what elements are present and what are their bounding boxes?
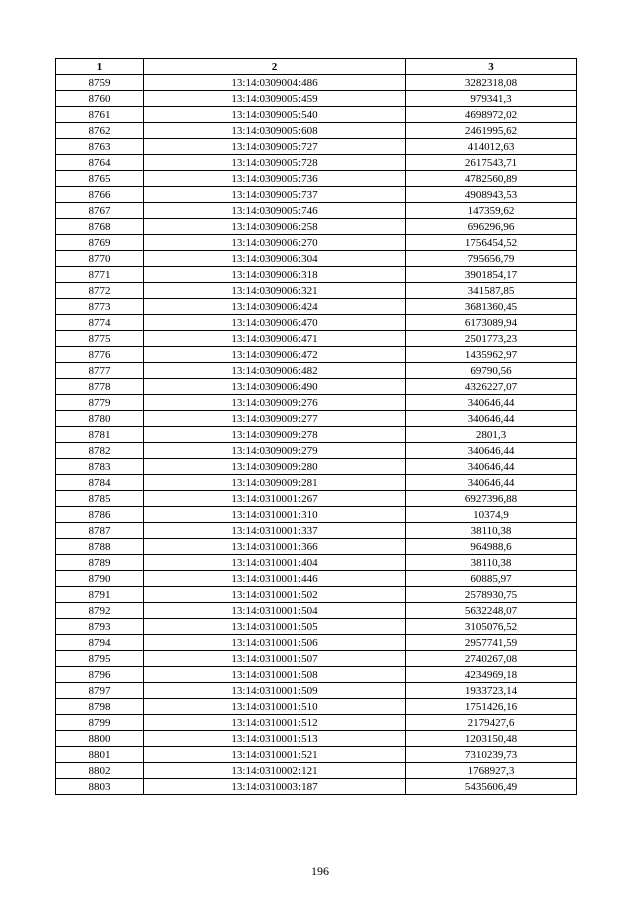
cadastral-number-cell: 13:14:0309006:318: [144, 267, 406, 283]
table-row: [56, 187, 577, 203]
row-number-cell: 8786: [56, 507, 144, 523]
cadastral-number-cell: 13:14:0310001:510: [144, 699, 406, 715]
value-cell: 38110,38: [406, 523, 577, 539]
value-cell: 4782560,89: [406, 171, 577, 187]
cadastral-number-cell: 13:14:0309006:470: [144, 315, 406, 331]
table-row: [56, 107, 577, 123]
value-cell: 3901854,17: [406, 267, 577, 283]
row-number-cell: 8760: [56, 91, 144, 107]
table-row: [56, 779, 577, 795]
cadastral-number-cell: 13:14:0309005:736: [144, 171, 406, 187]
value-cell: 2801,3: [406, 427, 577, 443]
table-row: [56, 539, 577, 555]
cadastral-number-cell: 13:14:0310001:507: [144, 651, 406, 667]
value-cell: 6173089,94: [406, 315, 577, 331]
table-row: [56, 315, 577, 331]
value-cell: 340646,44: [406, 443, 577, 459]
table-row: [56, 139, 577, 155]
table-row: [56, 507, 577, 523]
row-number-cell: 8795: [56, 651, 144, 667]
cadastral-number-cell: 13:14:0309009:278: [144, 427, 406, 443]
table-row: [56, 491, 577, 507]
value-cell: 341587,85: [406, 283, 577, 299]
table-row: [56, 731, 577, 747]
cadastral-number-cell: 13:14:0309005:746: [144, 203, 406, 219]
row-number-cell: 8776: [56, 347, 144, 363]
table-row: [56, 203, 577, 219]
value-cell: 10374,9: [406, 507, 577, 523]
row-number-cell: 8774: [56, 315, 144, 331]
row-number-cell: 8762: [56, 123, 144, 139]
table-row: [56, 379, 577, 395]
row-number-cell: 8794: [56, 635, 144, 651]
row-number-cell: 8790: [56, 571, 144, 587]
table-row: [56, 651, 577, 667]
value-cell: 5632248,07: [406, 603, 577, 619]
cadastral-number-cell: 13:14:0310001:513: [144, 731, 406, 747]
table-row: [56, 475, 577, 491]
row-number-cell: 8764: [56, 155, 144, 171]
table-row: [56, 123, 577, 139]
table-row: [56, 747, 577, 763]
cadastral-number-cell: 13:14:0309005:737: [144, 187, 406, 203]
value-cell: 2957741,59: [406, 635, 577, 651]
value-cell: 2461995,62: [406, 123, 577, 139]
row-number-cell: 8781: [56, 427, 144, 443]
row-number-cell: 8788: [56, 539, 144, 555]
value-cell: 979341,3: [406, 91, 577, 107]
cadastral-number-cell: 13:14:0310002:121: [144, 763, 406, 779]
cadastral-number-cell: 13:14:0310001:366: [144, 539, 406, 555]
cadastral-number-cell: 13:14:0310001:509: [144, 683, 406, 699]
table-row: [56, 603, 577, 619]
value-cell: 6927396,88: [406, 491, 577, 507]
value-cell: 340646,44: [406, 395, 577, 411]
row-number-cell: 8796: [56, 667, 144, 683]
table-row: [56, 763, 577, 779]
table-row: [56, 299, 577, 315]
cadastral-number-cell: 13:14:0309009:279: [144, 443, 406, 459]
cadastral-number-cell: 13:14:0310001:267: [144, 491, 406, 507]
row-number-cell: 8768: [56, 219, 144, 235]
table-row: [56, 667, 577, 683]
row-number-cell: 8769: [56, 235, 144, 251]
page-number: 196: [311, 864, 329, 878]
value-cell: 2578930,75: [406, 587, 577, 603]
table-row: [56, 555, 577, 571]
row-number-cell: 8759: [56, 75, 144, 91]
cadastral-number-cell: 13:14:0310001:508: [144, 667, 406, 683]
data-table: [55, 58, 577, 795]
table-header-row: [56, 59, 577, 75]
row-number-cell: 8803: [56, 779, 144, 795]
table-body: [56, 75, 577, 795]
row-number-cell: 8785: [56, 491, 144, 507]
row-number-cell: 8792: [56, 603, 144, 619]
value-cell: 7310239,73: [406, 747, 577, 763]
table-row: [56, 267, 577, 283]
value-cell: 1751426,16: [406, 699, 577, 715]
cadastral-number-cell: 13:14:0310001:337: [144, 523, 406, 539]
row-number-cell: 8784: [56, 475, 144, 491]
row-number-cell: 8761: [56, 107, 144, 123]
value-cell: 4698972,02: [406, 107, 577, 123]
cadastral-number-cell: 13:14:0310003:187: [144, 779, 406, 795]
row-number-cell: 8802: [56, 763, 144, 779]
cadastral-number-cell: 13:14:0310001:310: [144, 507, 406, 523]
value-cell: 3105076,52: [406, 619, 577, 635]
column-header-1: 1: [56, 59, 144, 75]
row-number-cell: 8775: [56, 331, 144, 347]
cadastral-number-cell: 13:14:0309005:728: [144, 155, 406, 171]
cadastral-number-cell: 13:14:0310001:504: [144, 603, 406, 619]
table-row: [56, 571, 577, 587]
row-number-cell: 8779: [56, 395, 144, 411]
value-cell: 964988,6: [406, 539, 577, 555]
value-cell: 38110,38: [406, 555, 577, 571]
cadastral-number-cell: 13:14:0309009:277: [144, 411, 406, 427]
cadastral-number-cell: 13:14:0309009:281: [144, 475, 406, 491]
table-row: [56, 411, 577, 427]
table-row: [56, 395, 577, 411]
row-number-cell: 8766: [56, 187, 144, 203]
row-number-cell: 8765: [56, 171, 144, 187]
value-cell: 5435606,49: [406, 779, 577, 795]
table-row: [56, 347, 577, 363]
value-cell: 340646,44: [406, 475, 577, 491]
row-number-cell: 8782: [56, 443, 144, 459]
value-cell: 696296,96: [406, 219, 577, 235]
table-row: [56, 155, 577, 171]
cadastral-number-cell: 13:14:0309005:727: [144, 139, 406, 155]
row-number-cell: 8797: [56, 683, 144, 699]
table-row: [56, 683, 577, 699]
row-number-cell: 8771: [56, 267, 144, 283]
table-row: [56, 363, 577, 379]
table-row: [56, 171, 577, 187]
table-row: [56, 283, 577, 299]
row-number-cell: 8772: [56, 283, 144, 299]
table-row: [56, 523, 577, 539]
row-number-cell: 8780: [56, 411, 144, 427]
cadastral-number-cell: 13:14:0309009:276: [144, 395, 406, 411]
table-row: [56, 91, 577, 107]
cadastral-number-cell: 13:14:0310001:446: [144, 571, 406, 587]
row-number-cell: 8767: [56, 203, 144, 219]
cadastral-number-cell: 13:14:0309009:280: [144, 459, 406, 475]
table-row: [56, 219, 577, 235]
row-number-cell: 8787: [56, 523, 144, 539]
value-cell: 2617543,71: [406, 155, 577, 171]
cadastral-number-cell: 13:14:0309006:471: [144, 331, 406, 347]
value-cell: 2740267,08: [406, 651, 577, 667]
row-number-cell: 8778: [56, 379, 144, 395]
row-number-cell: 8791: [56, 587, 144, 603]
cadastral-number-cell: 13:14:0310001:404: [144, 555, 406, 571]
value-cell: 1203150,48: [406, 731, 577, 747]
value-cell: 1435962,97: [406, 347, 577, 363]
cadastral-number-cell: 13:14:0309006:472: [144, 347, 406, 363]
cadastral-number-cell: 13:14:0309006:258: [144, 219, 406, 235]
column-header-2: 2: [144, 59, 406, 75]
table-row: [56, 619, 577, 635]
cadastral-number-cell: 13:14:0309006:490: [144, 379, 406, 395]
value-cell: 340646,44: [406, 411, 577, 427]
value-cell: 3681360,45: [406, 299, 577, 315]
table-row: [56, 635, 577, 651]
value-cell: 60885,97: [406, 571, 577, 587]
table-row: [56, 235, 577, 251]
row-number-cell: 8770: [56, 251, 144, 267]
table-row: [56, 443, 577, 459]
row-number-cell: 8793: [56, 619, 144, 635]
table-row: [56, 587, 577, 603]
value-cell: 3282318,08: [406, 75, 577, 91]
value-cell: 69790,56: [406, 363, 577, 379]
column-header-3: 3: [406, 59, 577, 75]
row-number-cell: 8777: [56, 363, 144, 379]
cadastral-number-cell: 13:14:0309005:608: [144, 123, 406, 139]
value-cell: 4234969,18: [406, 667, 577, 683]
table-row: [56, 427, 577, 443]
table-row: [56, 331, 577, 347]
cadastral-number-cell: 13:14:0309006:270: [144, 235, 406, 251]
value-cell: 1768927,3: [406, 763, 577, 779]
value-cell: 4908943,53: [406, 187, 577, 203]
value-cell: 2501773,23: [406, 331, 577, 347]
cadastral-number-cell: 13:14:0309005:540: [144, 107, 406, 123]
row-number-cell: 8799: [56, 715, 144, 731]
table-row: [56, 459, 577, 475]
cadastral-number-cell: 13:14:0310001:505: [144, 619, 406, 635]
value-cell: 340646,44: [406, 459, 577, 475]
cadastral-number-cell: 13:14:0310001:502: [144, 587, 406, 603]
value-cell: 1756454,52: [406, 235, 577, 251]
value-cell: 4326227,07: [406, 379, 577, 395]
cadastral-number-cell: 13:14:0310001:512: [144, 715, 406, 731]
cadastral-number-cell: 13:14:0309006:424: [144, 299, 406, 315]
row-number-cell: 8773: [56, 299, 144, 315]
table-row: [56, 251, 577, 267]
row-number-cell: 8798: [56, 699, 144, 715]
cadastral-number-cell: 13:14:0309005:459: [144, 91, 406, 107]
value-cell: 2179427,6: [406, 715, 577, 731]
cadastral-number-cell: 13:14:0310001:506: [144, 635, 406, 651]
value-cell: 1933723,14: [406, 683, 577, 699]
table-row: [56, 699, 577, 715]
row-number-cell: 8783: [56, 459, 144, 475]
cadastral-number-cell: 13:14:0309006:482: [144, 363, 406, 379]
table-row: [56, 75, 577, 91]
value-cell: 414012,63: [406, 139, 577, 155]
cadastral-number-cell: 13:14:0309004:486: [144, 75, 406, 91]
row-number-cell: 8801: [56, 747, 144, 763]
value-cell: 795656,79: [406, 251, 577, 267]
cadastral-number-cell: 13:14:0309006:321: [144, 283, 406, 299]
value-cell: 147359,62: [406, 203, 577, 219]
cadastral-number-cell: 13:14:0310001:521: [144, 747, 406, 763]
row-number-cell: 8789: [56, 555, 144, 571]
row-number-cell: 8763: [56, 139, 144, 155]
table-row: [56, 715, 577, 731]
cadastral-number-cell: 13:14:0309006:304: [144, 251, 406, 267]
row-number-cell: 8800: [56, 731, 144, 747]
